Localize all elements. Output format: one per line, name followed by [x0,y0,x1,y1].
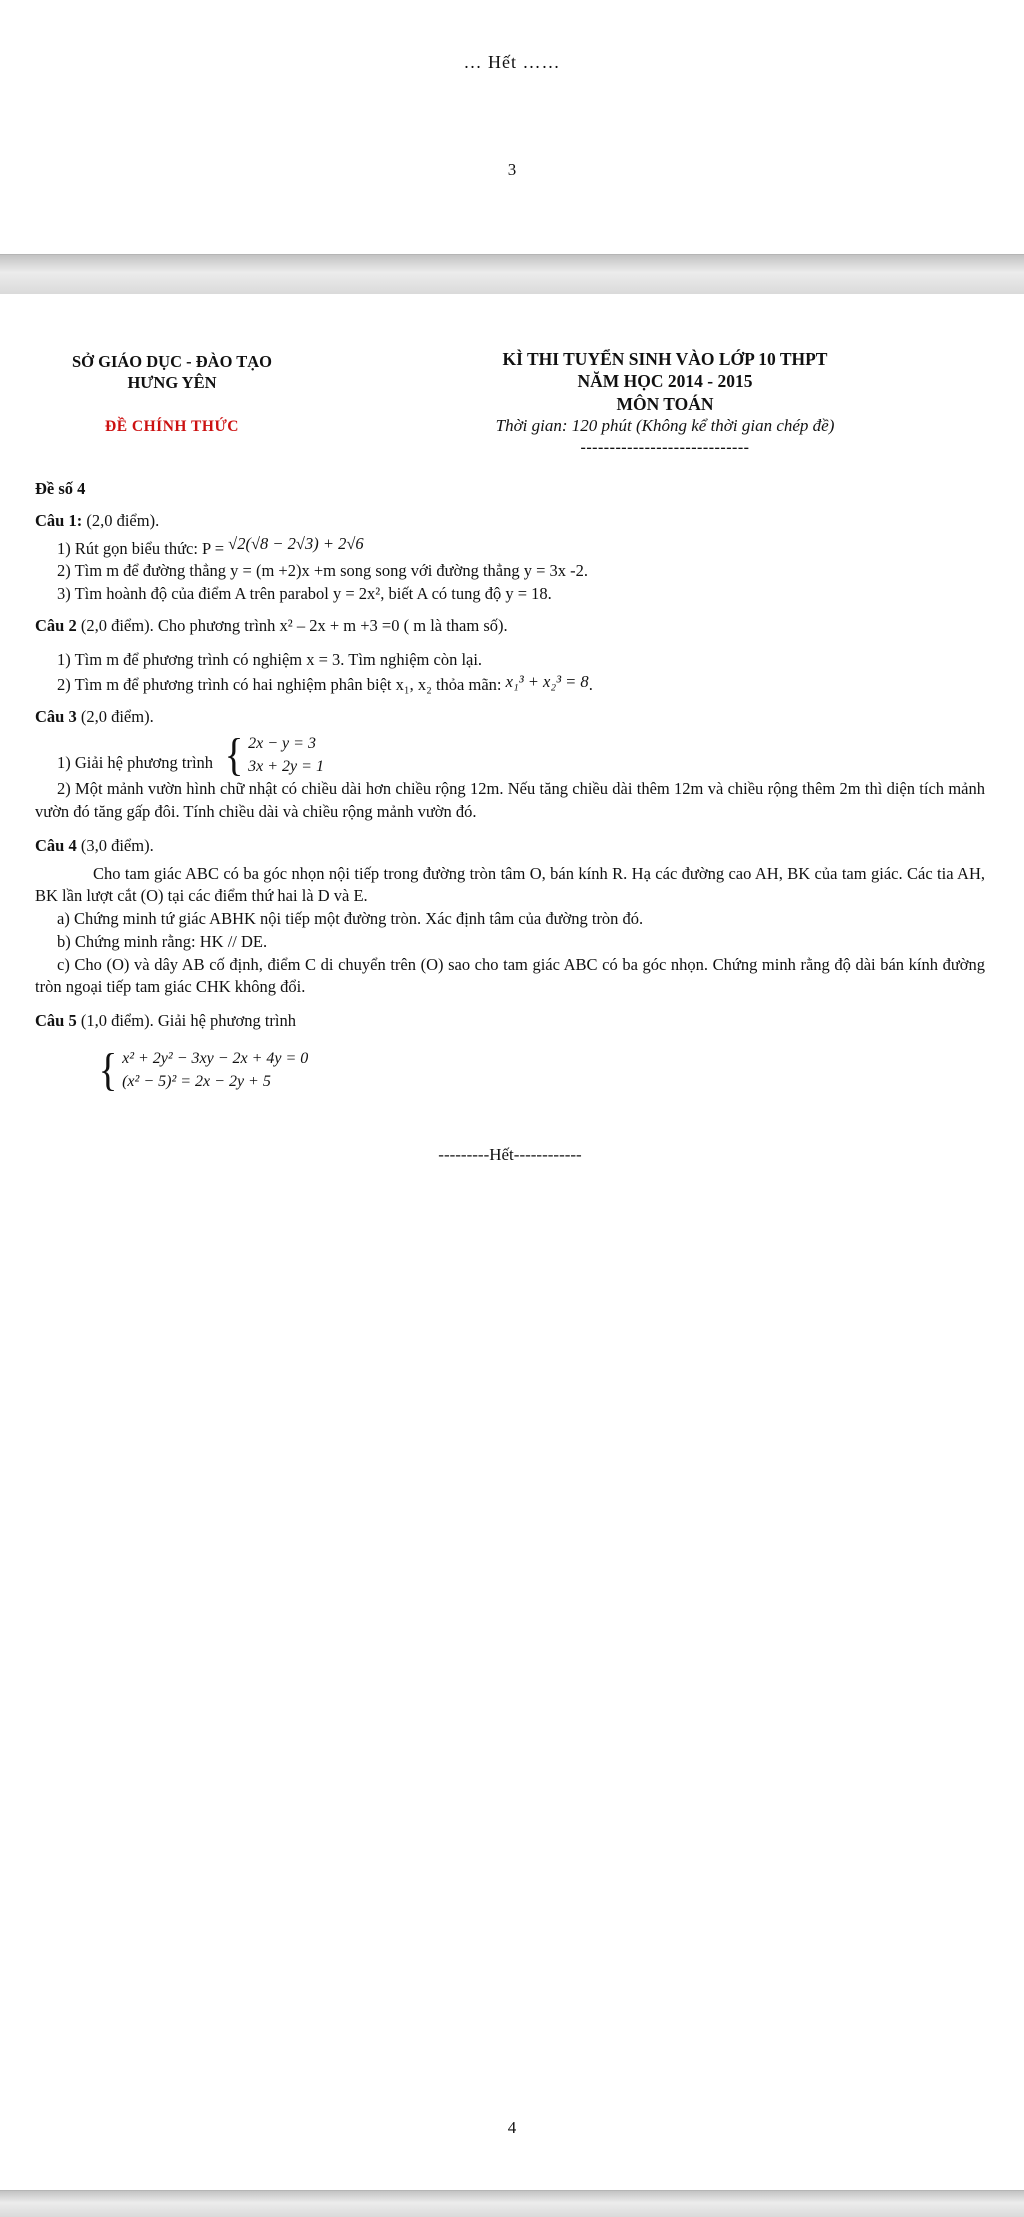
header-divider-line: ----------------------------- [580,438,750,456]
q3-system-lines [248,732,324,778]
question-3-label: Câu 3 [35,707,77,727]
exam-time-note: Thời gian: 120 phút (Không kể thời gian chép đề) [495,416,835,436]
q5-equation-system [97,1044,985,1096]
question-4-heading [35,835,985,858]
department-name-line1: SỞ GIÁO DỤC - ĐÀO TẠO [71,352,272,371]
q4-item-b: b) Chứng minh rằng: HK // DE. [57,931,268,951]
q2-item-2 [35,671,985,697]
page-number: 4 [507,2118,517,2137]
question-2-heading [35,615,985,638]
question-5-intro: (1,0 điểm). Giải hệ phương trình [76,1011,297,1031]
q3-item-1-label: 1) Giải hệ phương trình [57,752,214,772]
q5-system-lines [122,1047,308,1093]
prev-page-end-marker: … Hết …… [463,52,561,72]
q2-item-2-text: 2) Tìm m để phương trình có hai nghiệm phân biệt x₁, x₂ thỏa mãn: [57,675,506,695]
exam-title-line1: KÌ THI TUYỂN SINH VÀO LỚP 10 THPT [502,349,828,369]
exam-end-marker: ---------Hết------------ [438,1145,582,1165]
question-1-label: Câu 1: [35,510,83,530]
q1-item-3: 3) Tìm hoành độ của điểm A trên parabol y = 2x², biết A có tung độ y = 18. [57,584,552,604]
exam-header [16,348,1002,458]
q2-item-2-period: . [588,675,593,695]
q1-item-1-formula: √2(√8 − 2√3) + 2√6 [228,533,364,553]
header-department-block [16,348,328,458]
question-2-intro: (2,0 điểm). Cho phương trình x² – 2x + m +3 =0 ( m là tham số). [76,615,508,635]
q1-item-1 [35,533,985,561]
q5-system-line-2: (x² − 5)² = 2x − 2y + 5 [122,1073,271,1091]
question-5-heading [35,1010,985,1033]
question-1-heading [35,510,985,533]
q3-system-line-1: 2x − y = 3 [248,734,316,752]
q1-item-2: 2) Tìm m để đường thẳng y = (m +2)x +m song song với đường thẳng y = 3x -2. [57,561,589,581]
question-3-points: (2,0 điểm). [76,707,154,727]
question-3-heading [35,706,985,729]
question-4-points: (3,0 điểm). [76,835,154,855]
q2-item-2-formula: x₁³ + x₂³ = 8 [505,672,589,692]
question-4-label: Câu 4 [35,835,77,855]
system-brace: { [98,1044,118,1096]
question-5-label: Câu 5 [35,1011,77,1031]
q3-item-2: 2) Một mảnh vườn hình chữ nhật có chiều dài hơn chiều rộng 12m. Nếu tăng chiều dài thêm 12m và chiều rộng thêm 2m thì diện tích mảnh vườn đó tăng gấp đôi. Tính chiều dài và chiều rộng mảnh vườn đó. [35,779,985,822]
q3-item-1 [35,729,985,781]
official-exam-label: ĐỀ CHÍNH THỨC [105,417,239,435]
q5-system-line-1: x² + 2y² − 3xy − 2x + 4y = 0 [122,1049,309,1067]
exam-subject: MÔN TOÁN [616,393,714,414]
q4-intro: Cho tam giác ABC có ba góc nhọn nội tiếp trong đường tròn tâm O, bán kính R. Hạ các đường cao AH, BK của tam giác. Các tia AH, BK lần lượt cắt (O) tại các điểm thứ hai là D và E. [35,863,985,906]
q3-system-line-2: 3x + 2y = 1 [248,758,324,776]
department-name-line2: HƯNG YÊN [127,373,217,393]
exam-body [35,478,985,1167]
exam-set-title: Đề số 4 [35,479,86,498]
bottom-separator-band [0,2190,1024,2217]
exam-title-line2: NĂM HỌC 2014 - 2015 [577,371,753,392]
q3-equation-system [223,729,324,781]
q2-item-1: 1) Tìm m để phương trình có nghiệm x = 3. Tìm nghiệm còn lại. [57,649,483,669]
system-brace: { [224,729,244,781]
q4-item-a: a) Chứng minh tứ giác ABHK nội tiếp một đường tròn. Xác định tâm của đường tròn đó. [57,909,644,929]
q4-item-c: c) Cho (O) và dây AB cố định, điểm C di chuyển trên (O) sao cho tam giác ABC có ba góc nhọn. Chứng minh rằng độ dài bán kính đường tròn ngoại tiếp tam giác CHK không đổi. [35,954,985,997]
header-exam-info-block [328,348,1002,458]
page-separator-band [0,254,1024,294]
question-2-label: Câu 2 [35,615,77,635]
q1-item-1-text: 1) Rút gọn biểu thức: P = [57,538,229,558]
question-1-points: (2,0 điểm). [82,510,160,530]
prev-page-number: 3 [507,160,517,179]
